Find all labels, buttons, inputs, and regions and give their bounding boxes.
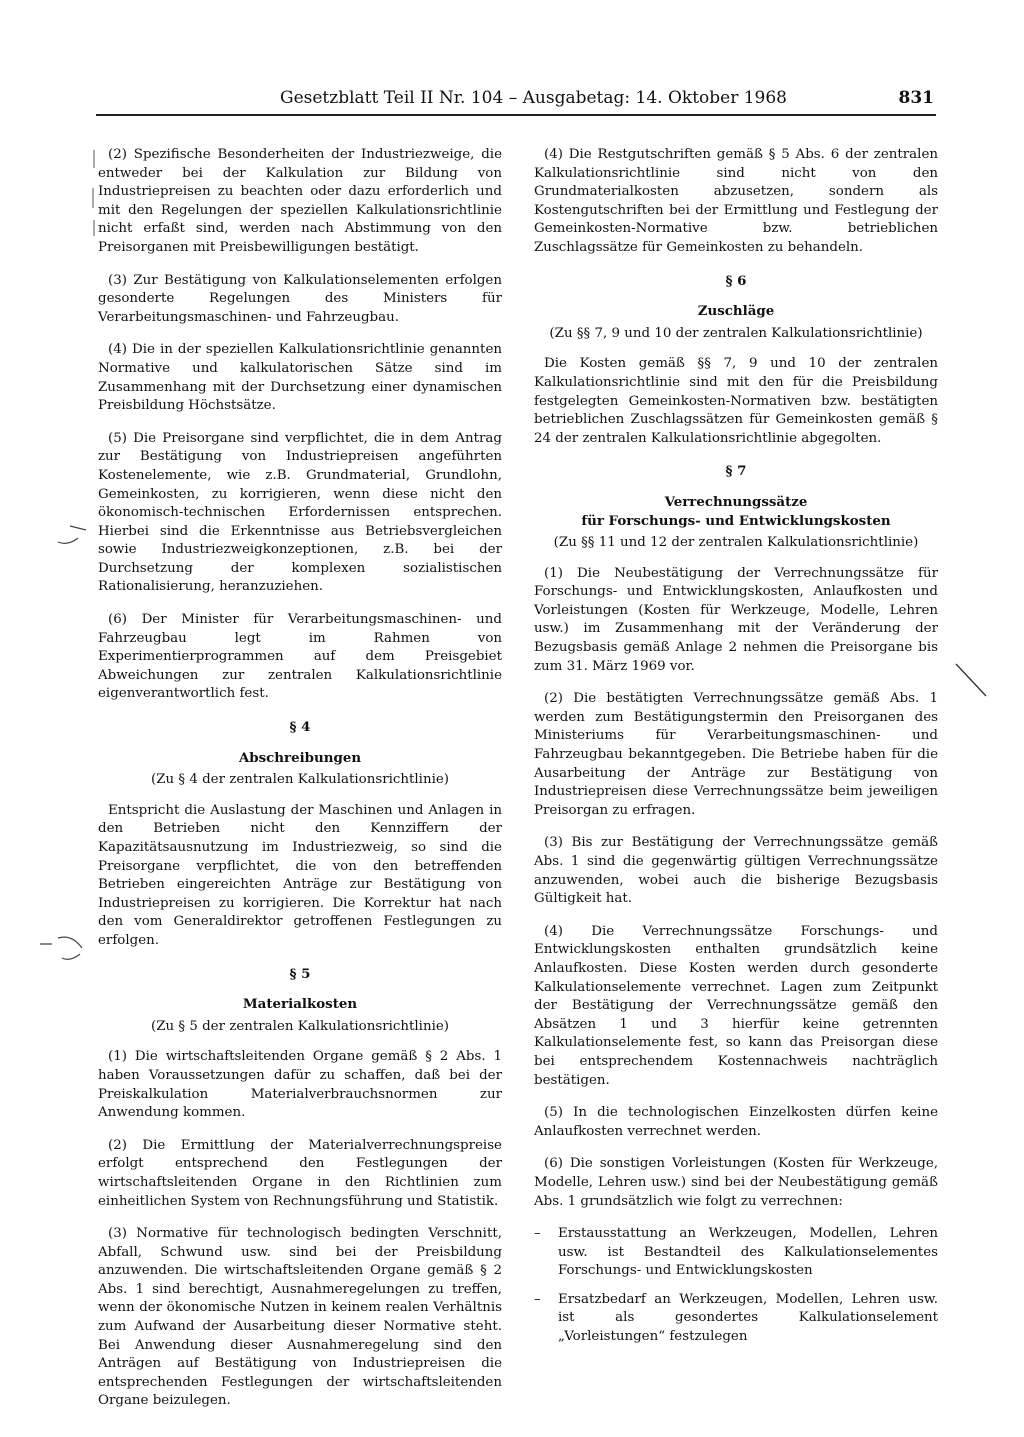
paragraph: (1) Die Neubestätigung der Verrechnungssätze für Forschungs- und Entwicklungskosten, Anlaufkosten und Vorleistungen (Kosten für Werkzeuge, Modelle, Lehren usw.) im Zusammenhang mit der Veränderung der Bezugsbasis gemäß Anlage 2 nehmen die Preisorgane bis zum 31. März 1969 vor. [534,565,938,674]
margin-mark-left-lower [36,930,88,966]
paragraph: (3) Bis zur Bestätigung der Verrechnungssätze gemäß Abs. 1 sind die gegenwärtig gültigen Verrechnungssätze anzuwenden, wobei auch die bisherige Bezugsbasis Gültigkeit hat. [534,835,938,907]
section-number: § 5 [289,965,311,982]
section-number: § 4 [289,719,311,736]
dash-list [534,1225,938,1347]
section-title: Verrechnungssätze [664,493,808,510]
margin-mark-right [952,660,992,700]
header-title: Gesetzblatt Teil II Nr. 104 – Ausgabetag: 14. Oktober 1968 [280,88,787,108]
section-title: Materialkosten [242,996,358,1013]
section-number: § 6 [725,272,747,289]
paragraph: Die Kosten gemäß §§ 7, 9 und 10 der zentralen Kalkulationsrichtlinie sind mit den für die Preisbildung festgelegten Gemeinkosten-Normativen bzw. bestätigten betrieblichen Zuschlagssätzen für Gemeinkosten gemäß § 24 der zentralen Kalkulationsrichtlinie abgegolten. [534,356,938,446]
section-reference: (Zu § 4 der zentralen Kalkulationsrichtlinie) [150,772,450,788]
section-title: Zuschläge [697,303,775,320]
right-column [534,146,938,1357]
header-rule [96,114,936,116]
paragraph: (4) Die Restgutschriften gemäß § 5 Abs. 6 der zentralen Kalkulationsrichtlinie sind nicht von den Grundmaterialkosten abzusetzen, sondern als Kostengutschriften bei der Ermittlung und Festlegung der Gemeinkosten-Normative bzw. betrieblichen Zuschlagssätze für Gemeinkosten zu behandeln. [534,147,938,255]
paragraph: (5) Die Preisorgane sind verpflichtet, die in dem Antrag zur Bestätigung von Industriepreisen angeführten Kostenelemente, wie z.B. Grundmaterial, Grundlohn, Gemeinkosten, zu korrigieren, wenn diese nicht den ökonomisch-technischen Erfordernissen entsprechen. Hierbei sind die Erkenntnisse aus Betriebsvergleichen sowie Industriezweigkonzeptionen, z.B. bei der Durchsetzung der komplexen sozialistischen Rationalisierung, heranzuziehen. [98,430,502,595]
margin-mark-left-middle [56,520,96,550]
paragraph: (4) Die Verrechnungssätze Forschungs- und Entwicklungskosten enthalten grundsätzlich keine Anlaufkosten. Diese Kosten werden durch gesonderte Kalkulationselemente verrechnet. Lagen zum Zeitpunkt der Bestätigung der Verrechnungssätze gemäß den Absätzen 1 und 3 hierfür keine getrennten Kalkulationselemente fest, so kann das Preisorgan diese bei entsprechendem Kostennachweis nachträglich bestätigen. [534,923,938,1088]
margin-mark-left-top [90,148,98,238]
paragraph: (4) Die in der speziellen Kalkulationsrichtlinie genannten Normative und kalkulatorischen Sätze sind im Zusammenhang mit der Durchsetzung einer dynamischen Preisbildung Höchstsätze. [98,342,502,414]
list-item-text: Erstausstattung an Werkzeugen, Modellen, Lehren usw. ist Bestandteil des Kalkulationselementes Forschungs- und Entwicklungskosten [558,1226,938,1279]
paragraph: (2) Spezifische Besonderheiten der Industriezweige, die entweder bei der Kalkulation zur Bildung von Industriepreisen zu beachten oder dazu erforderlich und mit den Regelungen der speziellen Kalkulationsrichtlinie nicht erfaßt sind, werden nach Abstimmung von den Preisorganen mit Preisbewilligungen bestätigt. [98,147,502,255]
paragraph: Entspricht die Auslastung der Maschinen und Anlagen in den Betrieben nicht den Kennziffern der Kapazitätsausnutzung im Industriezweig, so sind die Preisorgane verpflichtet, die von den betreffenden Betrieben eingereichten Anträge zur Bestätigung von Industriepreisen zu korrigieren. Die Korrektur hat nach den vom Generaldirektor getroffenen Festlegungen zu erfolgen. [98,802,502,948]
list-dash: – [534,1226,541,1242]
paragraph: (3) Zur Bestätigung von Kalkulationselementen erfolgen gesonderte Regelungen des Ministers für Verarbeitungsmaschinen- und Fahrzeugbau. [98,272,502,325]
page-header [96,86,936,116]
section-number: § 7 [725,463,747,480]
section-reference: (Zu §§ 11 und 12 der zentralen Kalkulationsrichtlinie) [553,535,919,551]
section-reference: (Zu §§ 7, 9 und 10 der zentralen Kalkulationsrichtlinie) [549,325,923,341]
paragraph: (2) Die Ermittlung der Materialverrechnungspreise erfolgt entsprechend den Festlegungen der wirtschaftsleitenden Organe in den Richtlinien zum einheitlichen System von Rechnungsführung und Statistik. [98,1137,502,1209]
section-reference: (Zu § 5 der zentralen Kalkulationsrichtlinie) [150,1018,450,1034]
section-title: Abschreibungen [238,749,362,766]
paragraph: (3) Normative für technologisch bedingten Verschnitt, Abfall, Schwund usw. sind bei der Preisbildung anzuwenden. Die wirtschaftsleitenden Organe gemäß § 2 Abs. 1 sind berechtigt, Ausnahmeregelungen zu treffen, wenn der ökonomische Nutzen in keinem realen Verhältnis zum Aufwand der Ausarbeitung dieser Normative steht. Bei Anwendung dieser Ausnahmeregelung sind den Anträgen auf Bestätigung von Industriepreisen die entsprechenden Festlegungen der wirtschaftsleitenden Organe beizulegen. [98,1226,502,1409]
left-column [98,146,502,1425]
list-item-text: Ersatzbedarf an Werkzeugen, Modellen, Lehren usw. ist als gesondertes Kalkulationselement „Vorleistungen“ festzulegen [558,1291,938,1345]
paragraph: (6) Die sonstigen Vorleistungen (Kosten für Werkzeuge, Modelle, Lehren usw.) sind bei der Neubestätigung gemäß Abs. 1 grundsätzlich wie folgt zu verrechnen: [534,1156,938,1209]
paragraph: (5) In die technologischen Einzelkosten dürfen keine Anlaufkosten verrechnet werden. [534,1105,938,1139]
page-number: 831 [898,88,934,108]
list-item [534,1291,938,1347]
paragraph: (6) Der Minister für Verarbeitungsmaschinen- und Fahrzeugbau legt im Rahmen von Experimentierprogrammen auf dem Preisgebiet Abweichungen zur zentralen Kalkulationsrichtlinie eigenverantwortlich fest. [98,612,502,702]
paragraph: (2) Die bestätigten Verrechnungssätze gemäß Abs. 1 werden zum Bestätigungstermin den Preisorganen des Ministeriums für Verarbeitungsmaschinen- und Fahrzeugbau bekanntgegeben. Die Betriebe haben für die Ausarbeitung der Anträge zur Bestätigung von Industriepreisen diese Verrechnungssätze beim jeweiligen Preisorgan zu erfragen. [534,691,938,818]
section-title: für Forschungs- und Entwicklungskosten [581,512,891,529]
list-dash: – [534,1291,541,1307]
paragraph: (1) Die wirtschaftsleitenden Organe gemäß § 2 Abs. 1 haben Voraussetzungen dafür zu schaffen, daß bei der Preiskalkulation Materialverbrauchsnormen zur Anwendung kommen. [98,1049,502,1121]
list-item [534,1225,938,1281]
